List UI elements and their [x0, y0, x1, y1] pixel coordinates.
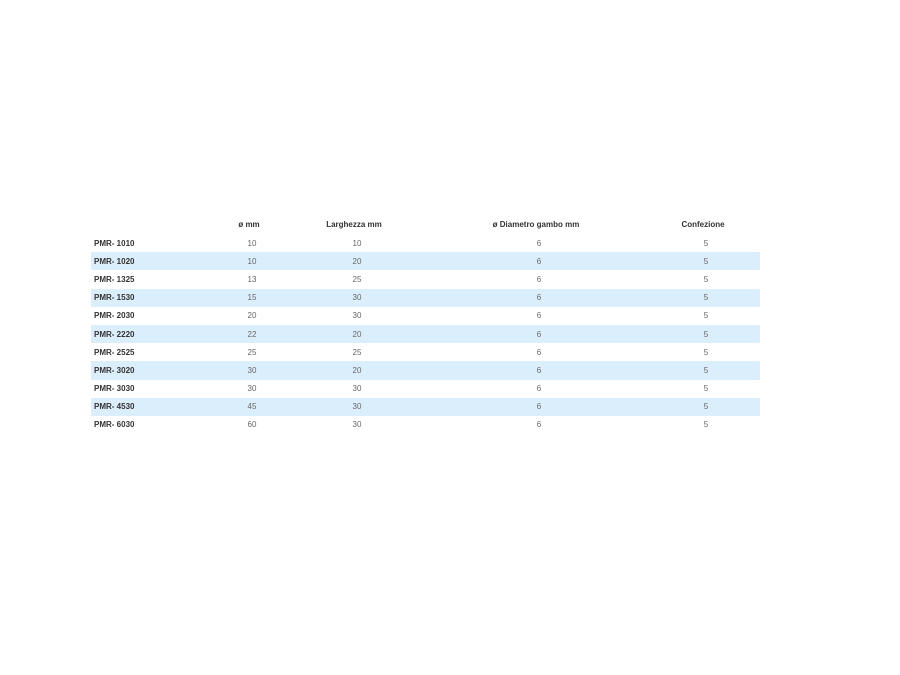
product-code: PMR- 1325 [94, 274, 135, 284]
spec-table [91, 214, 760, 434]
table-row [91, 398, 760, 416]
diameter-cell: 22 [247, 329, 257, 339]
diameter-cell: 25 [247, 347, 257, 357]
width-cell: 30 [352, 293, 362, 303]
diameter-cell: 15 [247, 293, 257, 303]
product-code: PMR- 2525 [94, 347, 135, 357]
width-cell: 25 [352, 274, 362, 284]
package-cell: 5 [703, 238, 709, 248]
header-diameter: ø mm [238, 219, 260, 229]
shank-cell: 6 [536, 384, 542, 394]
product-code: PMR- 1530 [94, 293, 135, 303]
product-code: PMR- 2030 [94, 311, 135, 321]
diameter-cell: 10 [247, 256, 257, 266]
table-header [91, 214, 760, 234]
table-row [91, 380, 760, 398]
diameter-cell: 10 [247, 238, 257, 248]
width-cell: 20 [352, 365, 362, 375]
diameter-cell: 30 [247, 365, 257, 375]
width-cell: 20 [352, 329, 362, 339]
diameter-cell: 20 [247, 311, 257, 321]
diameter-cell: 45 [247, 402, 257, 412]
table-row [91, 343, 760, 361]
package-cell: 5 [703, 256, 709, 266]
package-cell: 5 [703, 347, 709, 357]
table-row [91, 252, 760, 270]
table-row [91, 234, 760, 252]
table-row [91, 361, 760, 379]
product-code: PMR- 2220 [94, 329, 135, 339]
table-row [91, 416, 760, 434]
width-cell: 30 [352, 311, 362, 321]
shank-cell: 6 [536, 402, 542, 412]
diameter-cell: 30 [247, 384, 257, 394]
diameter-cell: 60 [247, 420, 257, 430]
shank-cell: 6 [536, 329, 542, 339]
package-cell: 5 [703, 293, 709, 303]
table-row [91, 270, 760, 288]
product-code: PMR- 4530 [94, 402, 135, 412]
width-cell: 30 [352, 384, 362, 394]
width-cell: 10 [352, 238, 362, 248]
product-code: PMR- 6030 [94, 420, 135, 430]
width-cell: 20 [352, 256, 362, 266]
shank-cell: 6 [536, 274, 542, 284]
shank-cell: 6 [536, 238, 542, 248]
product-code: PMR- 1010 [94, 238, 135, 248]
package-cell: 5 [703, 365, 709, 375]
product-code: PMR- 1020 [94, 256, 135, 266]
shank-cell: 6 [536, 347, 542, 357]
table-row [91, 289, 760, 307]
package-cell: 5 [703, 274, 709, 284]
header-package: Confezione [681, 219, 725, 229]
package-cell: 5 [703, 384, 709, 394]
width-cell: 30 [352, 402, 362, 412]
header-shank-diameter: ø Diametro gambo mm [492, 219, 580, 229]
product-code: PMR- 3030 [94, 384, 135, 394]
width-cell: 30 [352, 420, 362, 430]
package-cell: 5 [703, 402, 709, 412]
shank-cell: 6 [536, 311, 542, 321]
package-cell: 5 [703, 420, 709, 430]
header-width: Larghezza mm [326, 219, 382, 229]
shank-cell: 6 [536, 256, 542, 266]
table-row [91, 307, 760, 325]
diameter-cell: 13 [247, 274, 257, 284]
package-cell: 5 [703, 311, 709, 321]
table-row [91, 325, 760, 343]
shank-cell: 6 [536, 293, 542, 303]
width-cell: 25 [352, 347, 362, 357]
shank-cell: 6 [536, 365, 542, 375]
package-cell: 5 [703, 329, 709, 339]
product-code: PMR- 3020 [94, 365, 135, 375]
shank-cell: 6 [536, 420, 542, 430]
